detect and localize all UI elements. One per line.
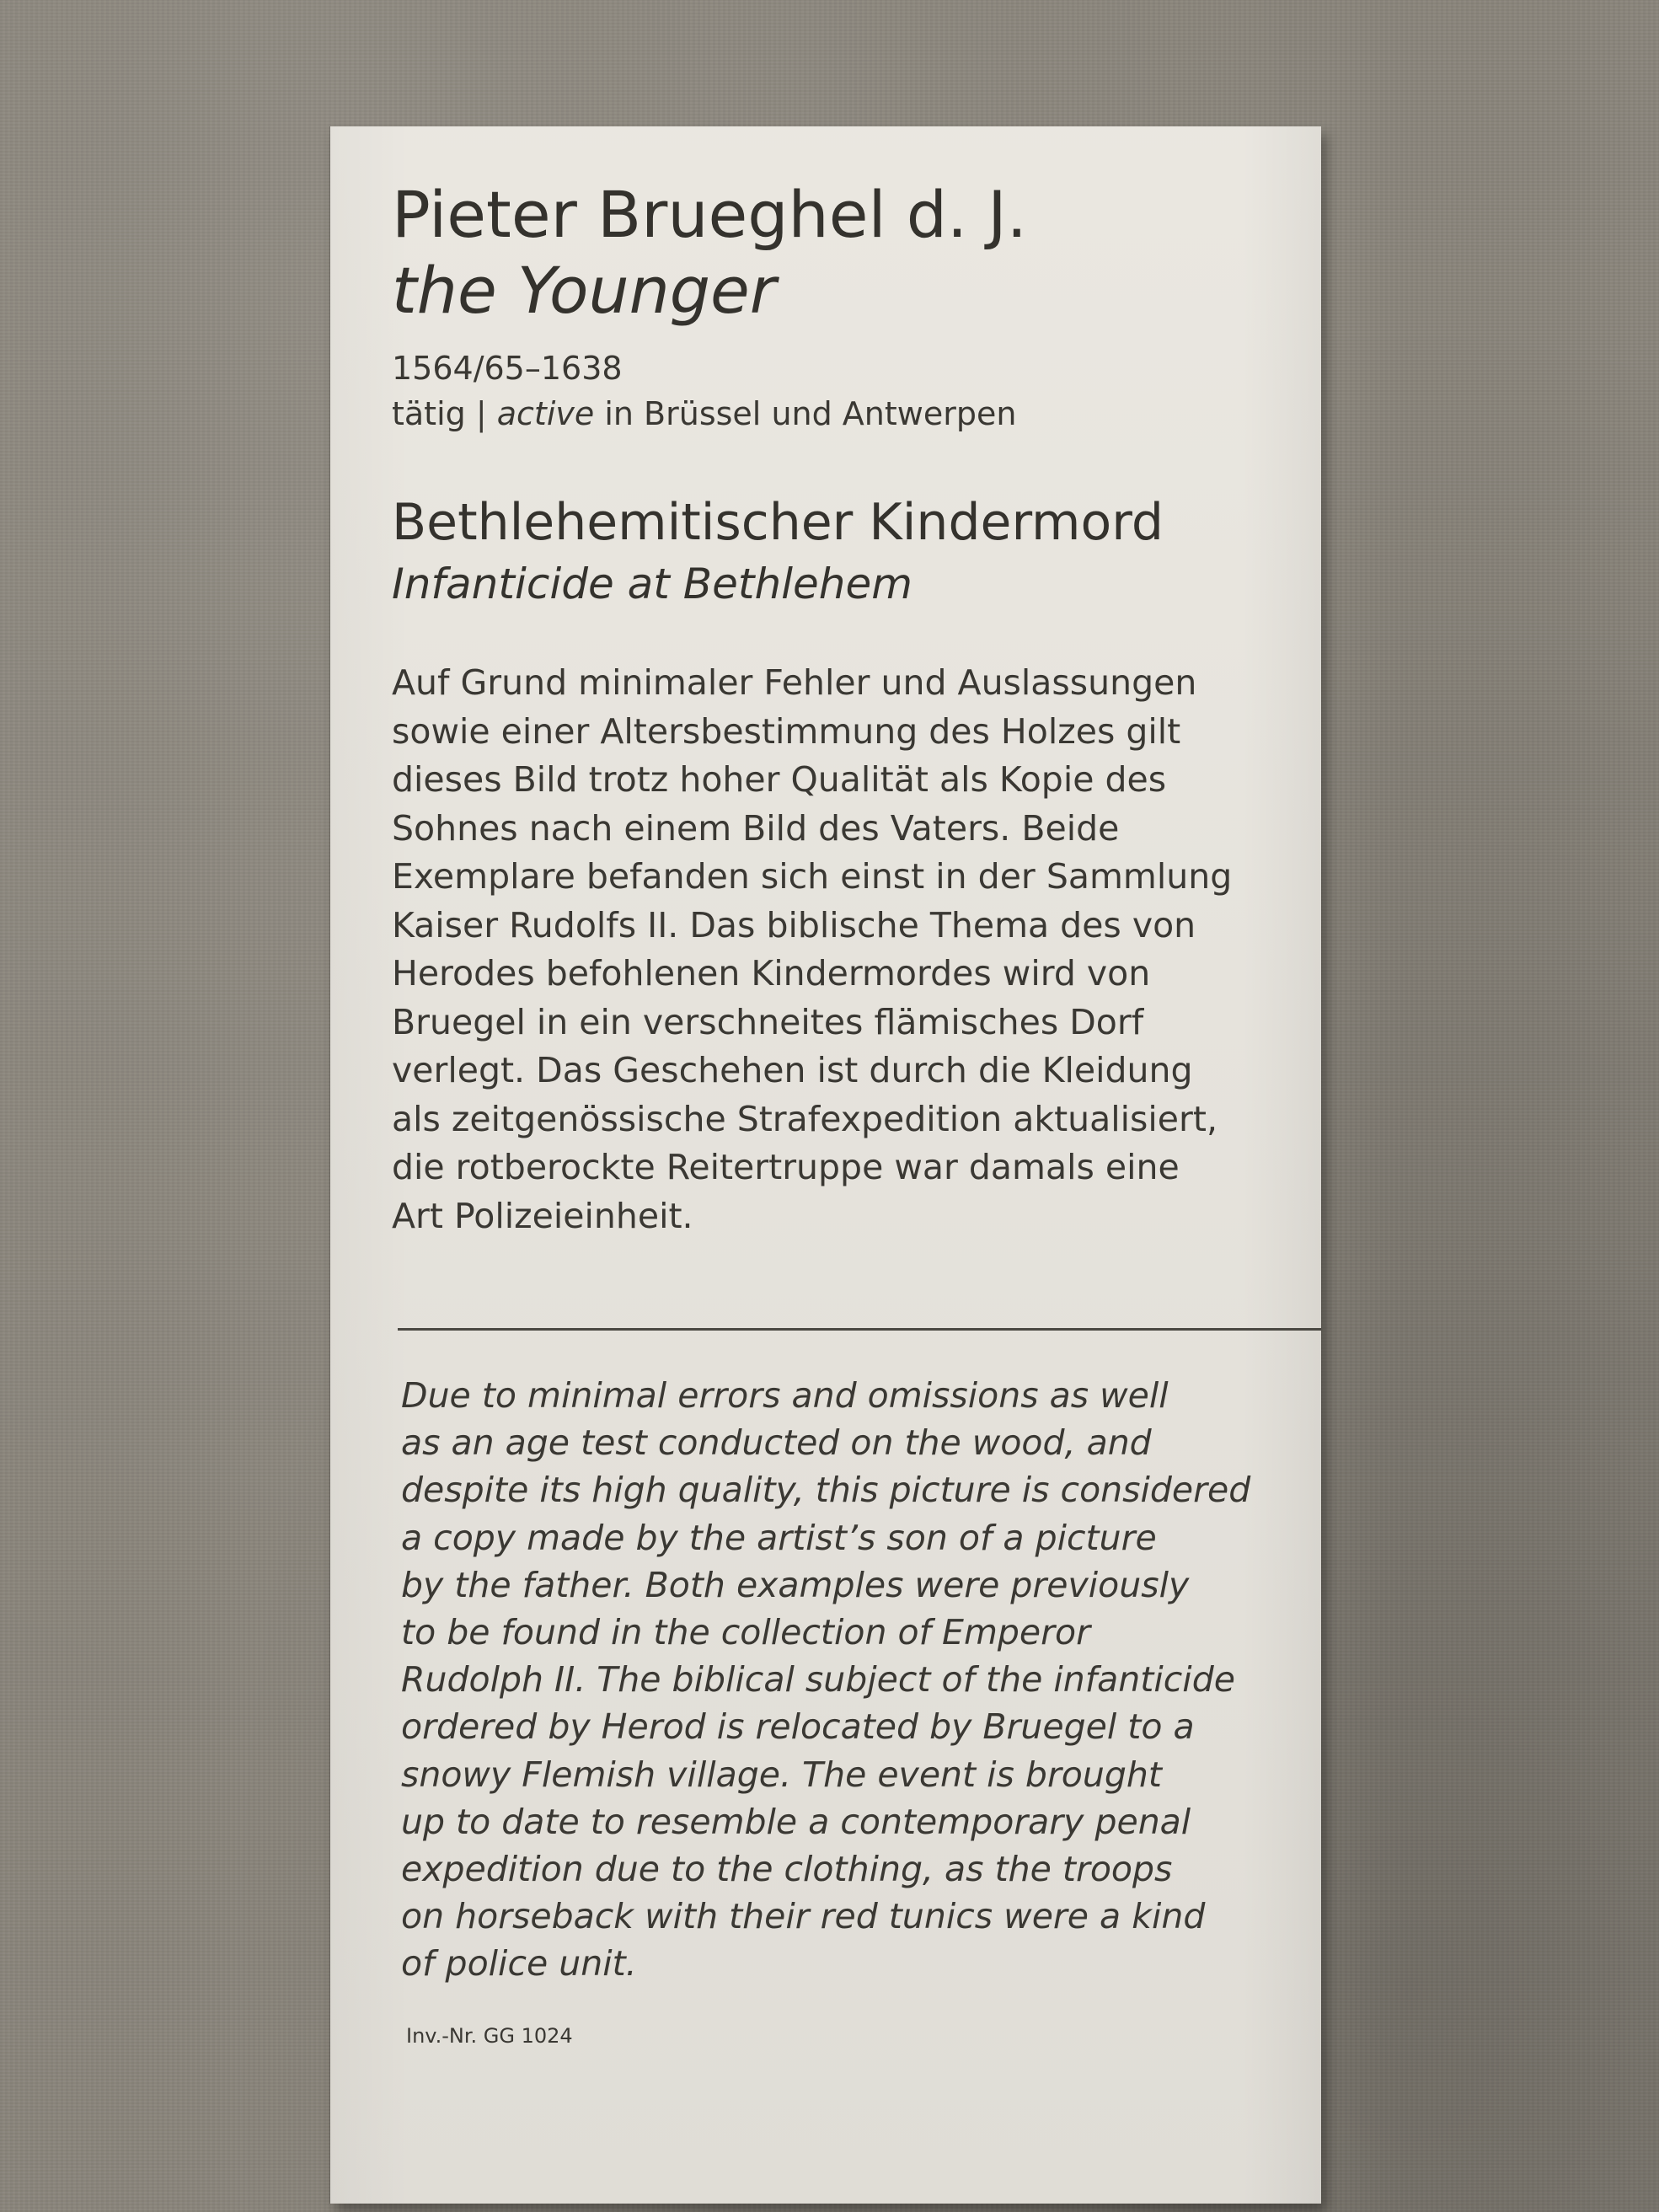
description-english-line: snowy Flemish village. The event is brought (401, 1754, 1162, 1795)
description-english-line: by the father. Both examples were previously (401, 1564, 1190, 1605)
description-german-line: Herodes befohlenen Kindermordes wird von (392, 953, 1151, 994)
label-content (392, 177, 1287, 1240)
description-english-line: despite its high quality, this picture is considered (401, 1470, 1251, 1511)
description-german-line: dieses Bild trotz hoher Qualität als Kopie des (392, 759, 1167, 800)
description-german-line: Kaiser Rudolfs II. Das biblische Thema des von (392, 904, 1196, 945)
description-english-line: as an age test conducted on the wood, and (401, 1422, 1152, 1464)
artist-epithet: the Younger (392, 253, 777, 328)
description-english-line: a copy made by the artist’s son of a picture (401, 1517, 1157, 1558)
description-german-line: die rotberockte Reitertruppe war damals eine (392, 1147, 1180, 1187)
description-english-line: of police unit. (401, 1943, 637, 1984)
inventory-number: Inv.-Nr. GG 1024 (406, 2024, 573, 2048)
active-prefix: tätig | (392, 395, 497, 432)
active-word: active (496, 395, 595, 432)
artwork-title-german: Bethlehemitischer Kindermord (392, 493, 1164, 552)
artist-active-line (392, 391, 1287, 437)
description-german-line: Art Polizeieinheit. (392, 1195, 693, 1236)
section-divider (398, 1328, 1321, 1331)
description-english-line: to be found in the collection of Emperor (401, 1612, 1090, 1653)
description-english-line: expedition due to the clothing, as the troops (401, 1849, 1173, 1890)
artwork-title-english: Infanticide at Bethlehem (392, 560, 912, 608)
museum-label-card (330, 126, 1321, 2204)
description-english-line: on horseback with their red tunics were a kind (401, 1896, 1206, 1937)
description-english-line: Rudolph II. The biblical subject of the infanticide (401, 1659, 1235, 1701)
artist-dates: 1564/65–1638 (392, 350, 623, 387)
artist-name: Pieter Brueghel d. J. (392, 177, 1027, 252)
description-english (401, 1372, 1250, 1988)
description-german-line: verlegt. Das Geschehen ist durch die Kleidung (392, 1050, 1193, 1090)
description-german-line: sowie einer Altersbestimmung des Holzes gilt (392, 710, 1181, 752)
description-german-line: Bruegel in ein verschneites flämisches Dorf (392, 1001, 1144, 1042)
description-german-line: Auf Grund minimaler Fehler und Auslassungen (392, 662, 1197, 703)
description-english-line: ordered by Herod is relocated by Bruegel to a (401, 1706, 1195, 1748)
description-german-line: als zeitgenössische Strafexpedition aktualisiert, (392, 1098, 1217, 1139)
description-english-line: Due to minimal errors and omissions as well (401, 1375, 1169, 1416)
description-german (392, 659, 1285, 1240)
description-english-line: up to date to resemble a contemporary penal (401, 1801, 1191, 1842)
active-suffix: in Brüssel und Antwerpen (594, 395, 1017, 432)
description-german-line: Sohnes nach einem Bild des Vaters. Beide (392, 807, 1120, 849)
description-german-line: Exemplare befanden sich einst in der Sammlung (392, 856, 1233, 897)
